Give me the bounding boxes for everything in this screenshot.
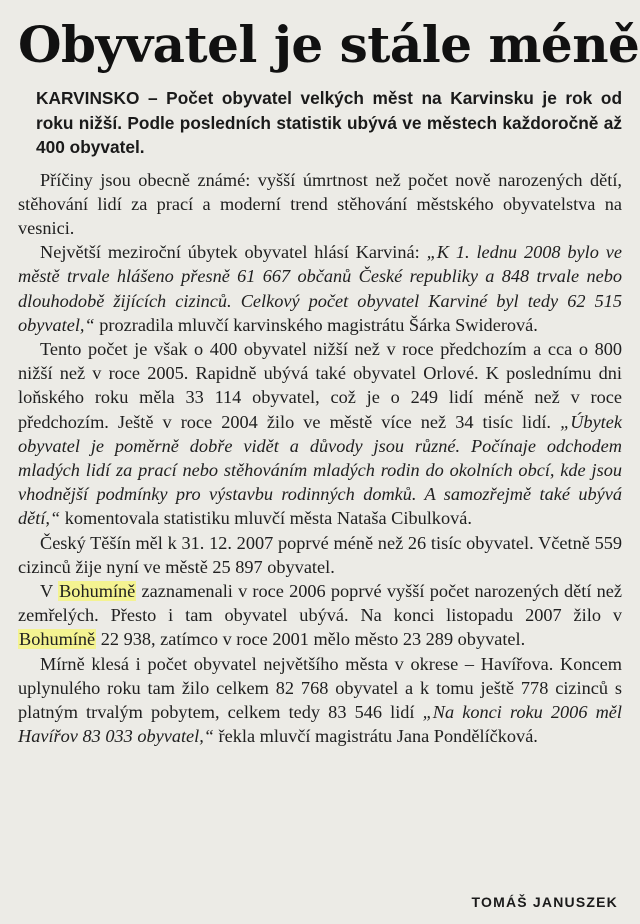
quote-orlova: „Úbytek obyvatel je poměrně dobře vidět a důvody jsou různé. Počínaje odchodem mladých lidí za prací nebo stěhováním mladých rodin do okolních obcí, kde jsou vhodnější podmínky pro výstavbu rodinných domků. A samozřejmě také ubývá dětí,“ — [18, 411, 622, 529]
headline: Obyvatel je stále méně — [18, 15, 640, 74]
quote-karvina: „K 1. lednu 2008 bylo ve městě trvale hlášeno přesně 61 667 občanů České republiky a 848 trvale nebo dlouhodobě žijících cizinců. Celkový počet obyvatel Karviné byl tedy 62 515 obyvatel,“ — [18, 242, 623, 335]
paragraph-text: Tento počet je však o 400 obyvatel nižší než v roce předchozím a cca o 800 nižší než v roce 2005. Rapidně ubývá také obyvatel Orlové. K poslednímu dni loňského roku měla 33 114 obyvatel, což je o 249 lidí méně než v roce předchozím. Ještě v roce 2004 žilo ve městě více než 34 tisíc lidí. — [18, 338, 622, 432]
lead-text: – Počet obyvatel velkých měst na Karvinsku je rok od roku nižší. Podle posledních statistik ubývá ve městech každoročně až 400 obyvatel. — [36, 88, 622, 157]
paragraph-cesky-tesin: Český Těšín měl k 31. 12. 2007 poprvé méně než 26 tisíc obyvatel. Včetně 559 cizinců žije nyní ve městě 25 897 obyvatel. — [18, 532, 622, 577]
lead-paragraph — [18, 86, 622, 160]
paragraph-text: 22 938, zatímco v roce 2001 mělo město 23 289 obyvatel. — [96, 629, 526, 650]
paragraph-havirov — [18, 652, 622, 749]
paragraph-text: komentovala statistiku mluvčí města Nataša Cibulková. — [60, 508, 472, 529]
paragraph-bohumin — [18, 579, 622, 652]
author-byline: TOMÁŠ JANUSZEK — [471, 894, 618, 910]
paragraph-text: řekla mluvčí magistrátu Jana Pondělíčková. — [213, 726, 538, 747]
paragraph-karvina — [18, 240, 622, 337]
highlighted-term: Bohumíně — [19, 629, 96, 650]
highlighted-term: Bohumíně — [59, 580, 136, 601]
paragraph-orlova — [18, 337, 622, 531]
lead-location: KARVINSKO — [36, 88, 140, 108]
paragraph-text: V — [40, 580, 59, 601]
quote-havirov: „Na konci roku 2006 měl Havířov 83 033 obyvatel,“ — [18, 701, 622, 747]
paragraph-text: prozradila mluvčí karvinského magistrátu Šárka Swiderová. — [94, 314, 538, 335]
paragraph-text: Mírně klesá i počet obyvatel největšího města v okrese – Havířova. Koncem uplynulého roku tam žilo celkem 82 768 obyvatel a k tomu ještě 778 cizinců s platným trvalým pobytem, celkem tedy 83 546 lidí — [18, 653, 622, 722]
paragraph-text: zaznamenali v roce 2006 poprvé vyšší počet narozených dětí než zemřelých. Přesto i tam obyvatel ubývá. Na konci listopadu 2007 žilo v — [18, 580, 622, 626]
paragraph-causes: Příčiny jsou obecně známé: vyšší úmrtnost než počet nově narozených dětí, stěhování lidí za prací a moderní trend stěhování městského obyvatelstva na vesnici. — [18, 169, 622, 238]
paragraph-text: Největší meziroční úbytek obyvatel hlásí Karviná: — [40, 242, 427, 263]
